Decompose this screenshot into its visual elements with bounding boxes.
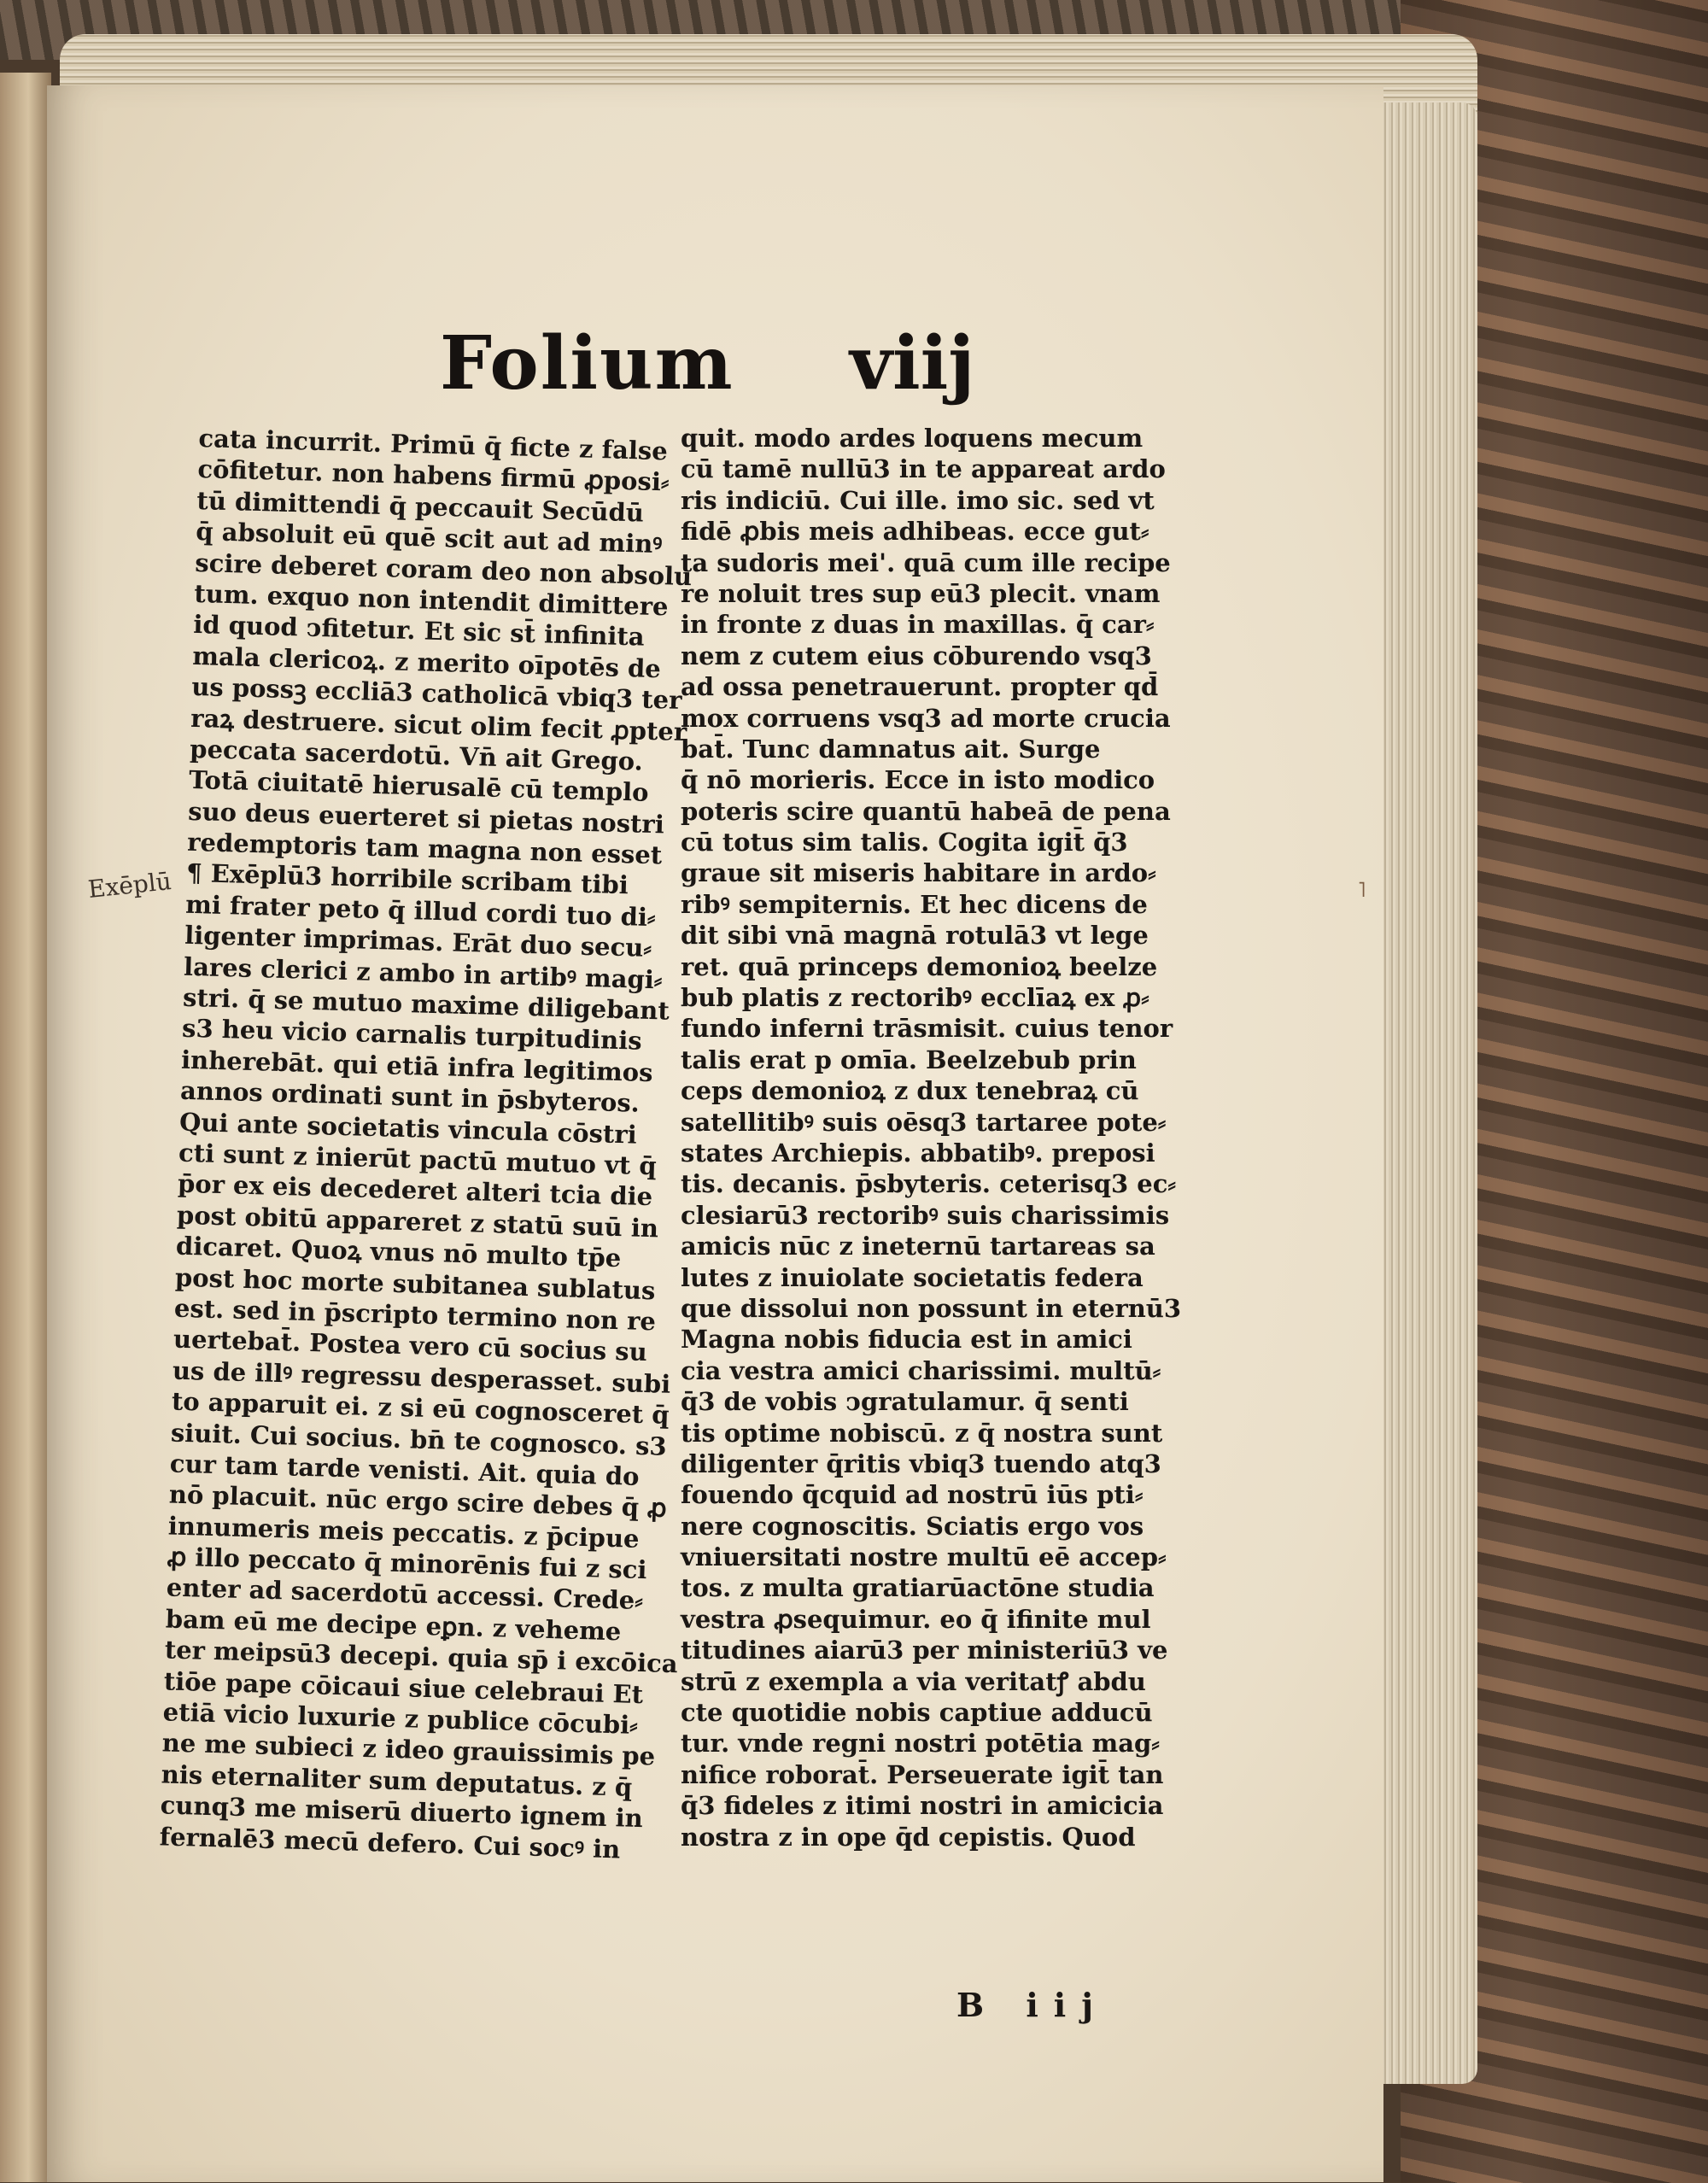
text-line: fouendo q̄cquid ad nostrū iūs pti⸗ (681, 1480, 1144, 1510)
marginal-note: Exēplū (86, 866, 173, 904)
text-line: titudines aiarū3 per ministeriū3 ve (681, 1636, 1168, 1665)
text-line: annos ordinati sunt in p̄sbyteros. (179, 1075, 640, 1118)
text-line: s3 heu vicio carnalis turpitudinis (181, 1014, 643, 1056)
text-line: scire deberet coram deo non absolu (194, 547, 693, 591)
text-line: tos. z multa gratiarūactōne studia (681, 1573, 1155, 1603)
text-line: us de illꝰ regressu desperasset. subi (172, 1355, 671, 1399)
text-line: bub platis z rectoribꝰ ecclīaꝝ ex ꝓ⸗ (681, 983, 1149, 1013)
text-line: fidē ꝓbis meis adhibeas. ecce gut⸗ (681, 517, 1149, 547)
text-line: ¶ Exēplū3 horribile scribam tibi (185, 858, 629, 900)
left-page-edge (0, 73, 51, 2182)
text-line: post hoc morte subitanea sublatus (174, 1262, 656, 1305)
text-line: etiā vicio luxurie z publice cōcubi⸗ (162, 1697, 639, 1740)
text-line: tis. decanis. p̄sbyteris. ceterisq3 ec⸗ (681, 1169, 1177, 1199)
text-line: ribꝰ sempiternis. Et hec dicens de (681, 889, 1148, 919)
text-line: enter ad sacerdotū accessi. Crede⸗ (166, 1572, 644, 1616)
text-line: mox corruens vsq3 ad morte crucia (681, 703, 1171, 733)
text-line: nem z cutem eius cōburendo vsq3 (681, 641, 1152, 670)
signature-mark: B iij (956, 1986, 1108, 2024)
text-line: bam eū me decipe eꝑn. z veheme (165, 1604, 622, 1647)
text-line: nostra z in ope q̄d cepistis. Quod (681, 1822, 1136, 1852)
text-line: Magna nobis fiducia est in amici (681, 1325, 1132, 1355)
text-line: bat̄. Tunc damnatus ait. Surge (681, 734, 1101, 764)
text-line: vestra ꝓsequimur. eo q̄ ifinite mul (681, 1604, 1151, 1634)
text-line: tur. vnde regni nostri potētia mag⸗ (681, 1729, 1160, 1759)
text-line: fernalē3 mecū defero. Cui socꝰ in (159, 1821, 621, 1864)
text-line: q̄ nō morieris. Ecce in isto modico (681, 765, 1155, 795)
text-line: ad ossa penetrauerunt. propter qd̄ (681, 672, 1159, 702)
text-line: re noluit tres sup eū3 plecit. vnam (681, 578, 1161, 608)
text-line: ter meipsū3 decepi. quia sp̄ i excōica (164, 1635, 679, 1679)
text-line: q̄ absoluit eū quē scit aut ad minꝰ (195, 517, 663, 559)
text-line: clesiarū3 rectoribꝰ suis charissimis (681, 1200, 1170, 1230)
text-line: tū dimittendi q̄ peccauit Secūdū (196, 485, 645, 528)
book-page (47, 85, 1383, 2182)
text-line: diligenter q̄ritis vbiq3 tuendo atq3 (681, 1449, 1161, 1478)
text-line: dit sibi vnā magnā rotulā3 vt lege (681, 921, 1149, 951)
text-line: cunq3 me miserū diuerto ignem in (160, 1790, 644, 1834)
text-line: nifice roborat̄. Perseuerate igit̄ tan (681, 1759, 1164, 1789)
text-line: id quod ↄfitetur. Et sic st̄ infinita (192, 610, 646, 652)
text-line: Qui ante societatis vincula cōstri (178, 1107, 638, 1150)
text-line: strū z exempla a via veritatꝭ abdu (681, 1666, 1146, 1696)
text-line: amicis nūc z ineternū tartareas sa (681, 1232, 1155, 1261)
text-line: p̄or ex eis decederet alteri tcia die (177, 1169, 653, 1212)
running-header (440, 320, 986, 423)
text-line: cū totus sim talis. Cogita igit̄ q̄3 (681, 828, 1128, 857)
text-line: cur tam tarde venisti. Ait. quia do (169, 1449, 640, 1491)
text-line: nō placuit. nūc ergo scire debes q̄ ꝓ (168, 1479, 668, 1524)
text-line: cata incurrit. Primū q̄ ficte z false (198, 423, 669, 466)
text-line: innumeris meis peccatis. z p̄cipue (167, 1511, 640, 1554)
text-line: que dissolui non possunt in eternū3 (681, 1293, 1182, 1323)
text-line: est. sed in p̄scripto termino non re (173, 1293, 657, 1337)
page-edges-right (1375, 102, 1477, 2084)
text-line: peccata sacerdotū. Vn̄ ait Grego. (189, 734, 644, 776)
text-line: nere cognoscitis. Sciatis ergo vos (681, 1511, 1144, 1541)
text-line: post obitū appareret z statū suū in (176, 1200, 659, 1244)
text-line: inherebāt. qui etiā infra legitimos (180, 1045, 653, 1087)
text-line: states Archiepis. abbatibꝰ. preposi (681, 1138, 1155, 1168)
text-line: cōfitetur. non habens firmū ꝓposi⸗ (197, 454, 670, 497)
text-line: quit. modo ardes loquens mecum (681, 424, 1144, 453)
text-line: stri. q̄ se mutuo maxime diligebant (182, 982, 670, 1026)
text-line: q̄3 fideles z itimi nostri in amicicia (681, 1791, 1164, 1821)
text-line: dicaret. Quoꝝ vnus nō multo tp̄e (175, 1231, 622, 1273)
text-line: cte quotidie nobis captiue adducū (681, 1698, 1153, 1728)
header-title: Folium (440, 320, 734, 407)
text-line: ta sudoris mei'. quā cum ille recipe (681, 547, 1171, 577)
text-line: lutes z inuiolate societatis federa (681, 1262, 1144, 1292)
text-line: talis erat p omīa. Beelzebub prin (681, 1045, 1137, 1074)
text-line: nis eternaliter sum deputatus. z q̄ (161, 1759, 633, 1802)
text-line: poteris scire quantū habeā de pena (681, 796, 1171, 826)
text-line: ligenter imprimas. Erāt duo secu⸗ (184, 921, 652, 963)
text-line: mala clericoꝝ. z merito oīpotēs de (191, 641, 662, 683)
text-line: cū tamē nullū3 in te appareat ardo (681, 454, 1166, 484)
right-text-column (681, 423, 1182, 1852)
ink-speck: ˥ (1358, 880, 1366, 902)
text-line: ne me subieci z ideo grauissimis pe (161, 1728, 656, 1771)
text-line: us possꝫ eccliā3 catholicā vbiq3 ter (190, 672, 682, 716)
text-line: ris indiciū. Cui ille. imo sic. sed vt (681, 485, 1155, 515)
text-line: tis optime nobiscū. z q̄ nostra sunt (681, 1418, 1163, 1448)
folio-number: viij (850, 320, 975, 407)
text-line: siuit. Cui socius. bn̄ te cognosco. s3 (170, 1418, 668, 1461)
text-line: q̄3 de vobis ↄgratulamur. q̄ senti (681, 1387, 1129, 1417)
text-line: suo deus euerteret si pietas nostri (187, 796, 665, 840)
text-line: Totā ciuitatē hierusalē cū templo (188, 765, 649, 808)
text-line: satellitibꝰ suis oēsq3 tartaree pote⸗ (681, 1107, 1167, 1137)
text-line: graue sit miseris habitare in ardo⸗ (681, 858, 1156, 888)
text-line: redemptoris tam magna non esset (186, 827, 663, 870)
text-line: ꝓ illo peccato q̄ minorēnis fui z sci (167, 1542, 647, 1585)
text-line: ceps demonioꝝ z dux tenebraꝝ cū (681, 1076, 1139, 1106)
left-text-column (159, 423, 693, 1864)
text-line: tum. exquo non intendit dimittere (193, 578, 669, 622)
text-line: in fronte z duas in maxillas. q̄ car⸗ (681, 610, 1155, 640)
text-line: mi frater peto q̄ illud cordi tuo di⸗ (184, 889, 657, 933)
text-line: cti sunt z inierūt pactū mutuo vt q̄ (178, 1138, 658, 1181)
text-line: to apparuit ei. z si eū cognosceret q̄ (171, 1386, 670, 1430)
text-line: uertebat̄. Postea vero cū socius su (173, 1324, 648, 1367)
text-line: cia vestra amici charissimi. multū⸗ (681, 1355, 1161, 1385)
text-line: tiōe pape cōicaui siue celebraui Et (163, 1666, 644, 1709)
text-line: vniuersitati nostre multū eē accep⸗ (681, 1542, 1167, 1572)
text-line: raꝝ destruere. sicut olim fecit ꝓpter (190, 703, 687, 746)
text-line: lares clerici z ambo in artibꝰ magi⸗ (183, 951, 663, 995)
text-line: fundo inferni trāsmisit. cuius tenor (681, 1014, 1173, 1044)
text-line: ret. quā princeps demonioꝝ beelze (681, 951, 1158, 981)
